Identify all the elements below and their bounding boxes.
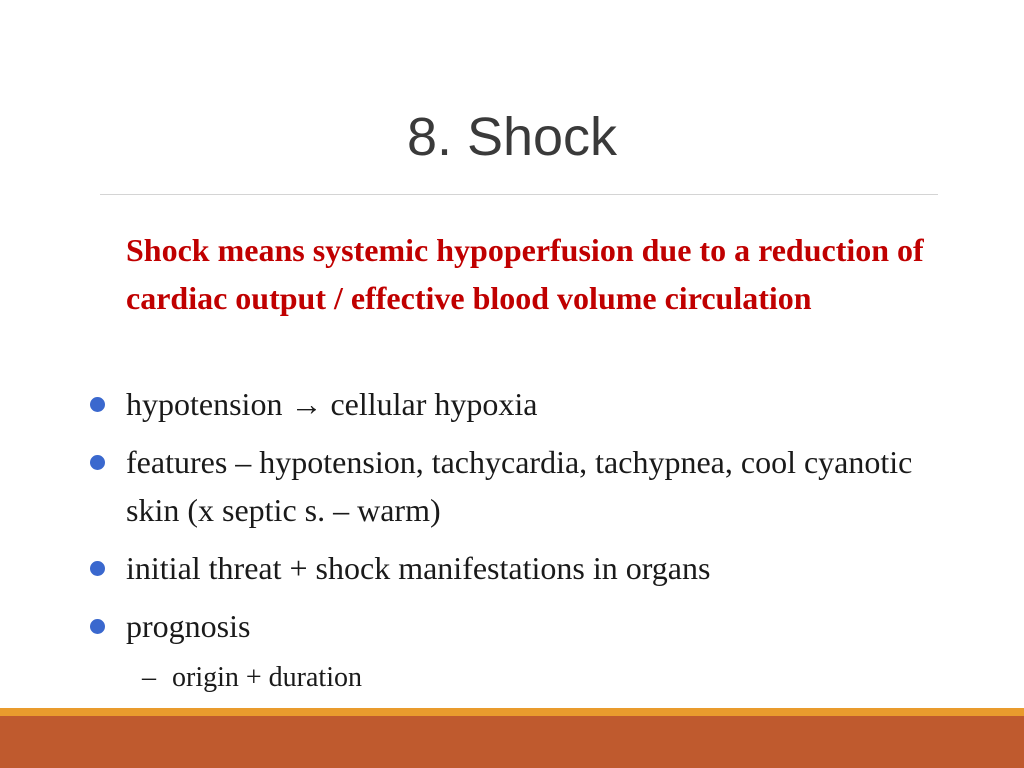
bullet-dot-icon bbox=[90, 561, 105, 576]
sub-bullet-text: origin + duration bbox=[172, 662, 362, 693]
bullet-text: initial threat + shock manifestations in organs bbox=[126, 550, 711, 586]
intro-definition: Shock means systemic hypoperfusion due to a reduction of cardiac output / effective blood volume circulation bbox=[126, 232, 924, 316]
slide-title: 8. Shock bbox=[406, 107, 618, 167]
sub-bullet-item bbox=[142, 658, 872, 698]
footer-band bbox=[0, 716, 1024, 768]
bullet-dot-icon bbox=[90, 397, 105, 412]
bullet-text: features – hypotension, tachycardia, tachypnea, cool cyanotic skin (x septic s. – warm) bbox=[126, 444, 913, 528]
title-divider bbox=[100, 194, 938, 195]
bullet-item bbox=[126, 380, 926, 428]
bullet-dot-icon bbox=[90, 619, 105, 634]
bullet-text: hypotension → cellular hypoxia bbox=[126, 386, 538, 422]
bullet-item bbox=[126, 602, 926, 650]
bullet-item bbox=[126, 438, 926, 534]
bullet-item bbox=[126, 544, 926, 592]
bullet-dot-icon bbox=[90, 455, 105, 470]
dash-icon: – bbox=[142, 662, 156, 693]
bullet-text: prognosis bbox=[126, 608, 251, 644]
footer-accent-stripe bbox=[0, 708, 1024, 716]
